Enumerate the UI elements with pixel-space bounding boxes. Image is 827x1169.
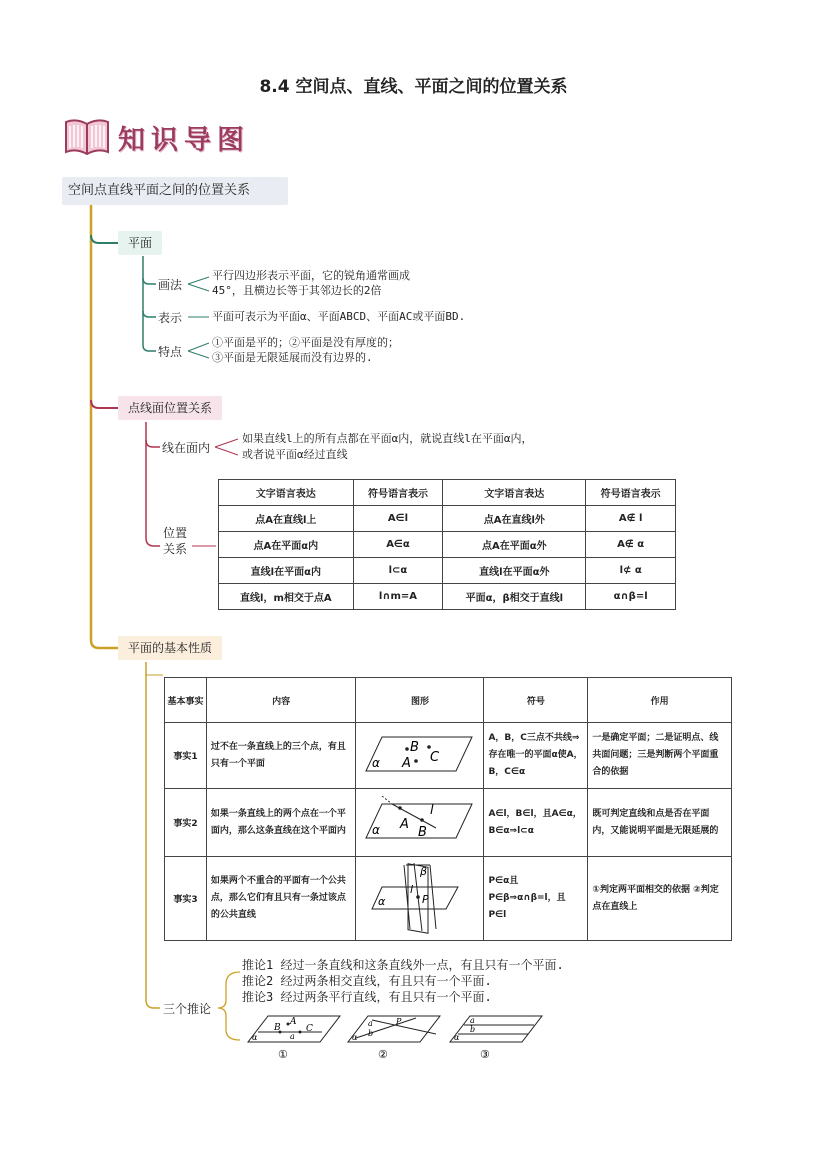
fig-label: l bbox=[429, 803, 434, 818]
fig-label: P bbox=[421, 893, 429, 906]
corollary-2: 推论2 经过两条相交直线，有且只有一个平面. bbox=[242, 974, 492, 988]
two-planes-figure bbox=[370, 859, 470, 935]
basic-table bbox=[164, 677, 732, 941]
fact-figure bbox=[356, 857, 484, 941]
inplane-line2: 或者说平面α经过直线 bbox=[242, 448, 348, 461]
fact-figure bbox=[356, 789, 484, 857]
fig-number: ② bbox=[378, 1048, 388, 1061]
table-row bbox=[165, 857, 732, 941]
node-plane: 平面 bbox=[118, 231, 162, 255]
corollary-figures bbox=[244, 1012, 544, 1064]
table-cell: α∩β=l bbox=[586, 584, 676, 610]
fact-symbol: A，B，C三点不共线⇒存在唯一的平面α使A，B，C∈α bbox=[484, 723, 588, 789]
fact-name: 事实1 bbox=[165, 723, 207, 789]
root-node: 空间点直线平面之间的位置关系 bbox=[62, 177, 288, 205]
tedian-line1: ①平面是平的；②平面是没有厚度的； bbox=[212, 336, 399, 349]
fig-label: B bbox=[274, 1023, 281, 1033]
fig-label: A bbox=[399, 817, 409, 832]
node-position-2: 关系 bbox=[163, 542, 188, 556]
fig-label: α bbox=[252, 1033, 258, 1042]
table-cell: 直线l在平面α内 bbox=[219, 558, 354, 584]
fig-label: C bbox=[429, 750, 440, 765]
table-header: 基本事实 bbox=[165, 678, 207, 723]
biaoshi-text: 平面可表示为平面α、平面ABCD、平面AC或平面BD. bbox=[212, 310, 466, 323]
fact-symbol: P∈α且P∈β⇒α∩β=l，且P∈l bbox=[484, 857, 588, 941]
fig-label: a bbox=[368, 1019, 373, 1028]
table-cell: l∩m=A bbox=[353, 584, 443, 610]
fig-label: α bbox=[371, 823, 380, 837]
table-cell: A∈α bbox=[353, 532, 443, 558]
fig-label: b bbox=[368, 1029, 374, 1038]
node-relation: 点线面位置关系 bbox=[118, 396, 222, 420]
node-huafa: 画法 bbox=[158, 278, 183, 292]
relation-table bbox=[218, 479, 676, 610]
fig-label: α bbox=[377, 895, 386, 908]
fig-label: a bbox=[290, 1032, 295, 1041]
fig-number: ③ bbox=[480, 1048, 490, 1061]
table-row bbox=[165, 723, 732, 789]
table-row bbox=[219, 558, 676, 584]
table-row bbox=[219, 532, 676, 558]
fig-label: b bbox=[470, 1025, 476, 1034]
table-header: 符号 bbox=[484, 678, 588, 723]
tedian-line2: ③平面是无限延展而没有边界的. bbox=[212, 351, 373, 364]
table-cell: A∉ l bbox=[586, 506, 676, 532]
fact-content: 如果一条直线上的两个点在一个平面内，那么这条直线在这个平面内 bbox=[206, 789, 356, 857]
fig-label: B bbox=[417, 825, 427, 840]
fig-label: α bbox=[454, 1033, 460, 1042]
node-inplane: 线在面内 bbox=[162, 441, 211, 455]
plane-line-figure bbox=[360, 796, 480, 846]
fact-name: 事实2 bbox=[165, 789, 207, 857]
table-header: 文字语言表达 bbox=[443, 480, 586, 506]
table-cell: 平面α，β相交于直线l bbox=[443, 584, 586, 610]
table-header: 符号语言表示 bbox=[353, 480, 443, 506]
fact-use: 一是确定平面；二是证明点、线共面问题；三是判断两个平面重合的依据 bbox=[588, 723, 732, 789]
table-cell: A∈l bbox=[353, 506, 443, 532]
table-row bbox=[219, 584, 676, 610]
node-biaoshi: 表示 bbox=[158, 311, 183, 325]
table-header: 文字语言表达 bbox=[219, 480, 354, 506]
table-cell: 点A在平面α内 bbox=[219, 532, 354, 558]
fact-figure bbox=[356, 723, 484, 789]
fig-label: a bbox=[470, 1016, 475, 1025]
fig-label: α bbox=[352, 1033, 358, 1042]
fact-use: 既可判定直线和点是否在平面内，又能说明平面是无限延展的 bbox=[588, 789, 732, 857]
table-header: 图形 bbox=[356, 678, 484, 723]
fig-label: B bbox=[409, 740, 419, 755]
table-cell: l⊄ α bbox=[586, 558, 676, 584]
table-row bbox=[219, 506, 676, 532]
table-header: 作用 bbox=[588, 678, 732, 723]
huafa-line1: 平行四边形表示平面，它的锐角通常画成 bbox=[212, 269, 410, 282]
table-cell: 点A在直线l上 bbox=[219, 506, 354, 532]
fig-label: β bbox=[419, 865, 427, 878]
node-basic: 平面的基本性质 bbox=[118, 636, 222, 660]
fig-label: P bbox=[396, 1017, 402, 1026]
table-cell: 点A在平面α外 bbox=[443, 532, 586, 558]
table-cell: 直线l在平面α外 bbox=[443, 558, 586, 584]
fig-label: l bbox=[409, 883, 414, 896]
node-position-1: 位置 bbox=[163, 526, 188, 540]
fig-label: A bbox=[401, 756, 411, 771]
plane-three-points-figure bbox=[360, 729, 480, 779]
corollary-1: 推论1 经过一条直线和这条直线外一点，有且只有一个平面. bbox=[242, 958, 564, 972]
table-cell: 直线l，m相交于点A bbox=[219, 584, 354, 610]
inplane-line1: 如果直线l上的所有点都在平面α内，就说直线l在平面α内， bbox=[242, 432, 533, 445]
table-cell: 点A在直线l外 bbox=[443, 506, 586, 532]
corollary-3: 推论3 经过两条平行直线，有且只有一个平面. bbox=[242, 990, 492, 1004]
fig-label: C bbox=[306, 1024, 313, 1034]
fig-label: A bbox=[290, 1017, 297, 1027]
fact-name: 事实3 bbox=[165, 857, 207, 941]
table-row bbox=[165, 789, 732, 857]
banner-title: 知识导图 bbox=[118, 125, 250, 156]
table-cell: A∉ α bbox=[586, 532, 676, 558]
table-header: 符号语言表示 bbox=[586, 480, 676, 506]
fact-symbol: A∈l，B∈l，且A∈α，B∈α⇒l⊂α bbox=[484, 789, 588, 857]
fig-number: ① bbox=[278, 1048, 288, 1061]
table-header: 内容 bbox=[206, 678, 356, 723]
table-cell: l⊂α bbox=[353, 558, 443, 584]
huafa-line2: 45°，且横边长等于其邻边长的2倍 bbox=[212, 284, 382, 297]
node-corollary: 三个推论 bbox=[163, 1002, 212, 1016]
fig-label: α bbox=[371, 756, 380, 770]
fact-content: 过不在一条直线上的三个点，有且只有一个平面 bbox=[206, 723, 356, 789]
node-tedian: 特点 bbox=[158, 345, 183, 359]
fact-use: ①判定两平面相交的依据 ②判定点在直线上 bbox=[588, 857, 732, 941]
fact-content: 如果两个不重合的平面有一个公共点，那么它们有且只有一条过该点的公共直线 bbox=[206, 857, 356, 941]
page-title: 8.4 空间点、直线、平面之间的位置关系 bbox=[259, 77, 568, 97]
